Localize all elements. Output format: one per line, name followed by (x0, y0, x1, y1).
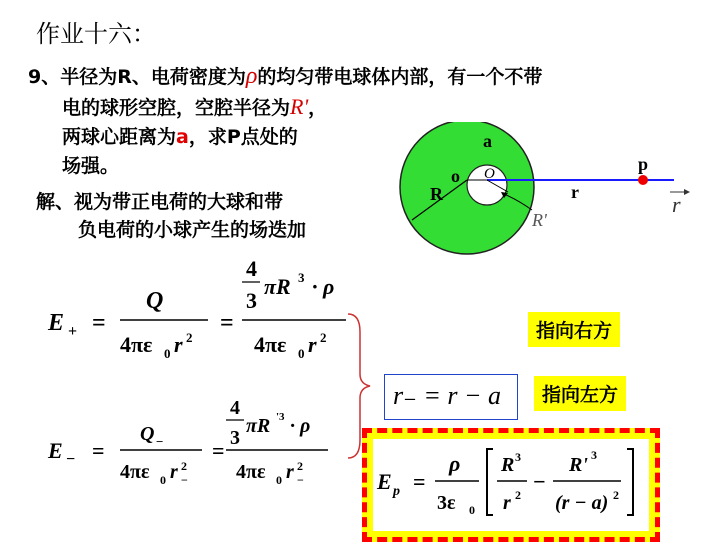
e-minus-den-sq: 2 (181, 459, 187, 473)
e-minus-three: 3 (230, 427, 240, 449)
label-o: o (451, 166, 460, 186)
e-minus-four: 4 (230, 397, 240, 419)
e-plus-num-q: Q (146, 288, 164, 314)
rho-symbol: ρ (245, 63, 258, 89)
final-equation (373, 439, 639, 521)
e-plus-eq1: = (92, 310, 106, 336)
ep-r2-exp: 2 (515, 488, 521, 502)
final-result-box (362, 428, 660, 542)
problem-text-3b: ，求P点处的 (188, 126, 298, 148)
e-minus-den-sub0: 0 (160, 473, 166, 487)
rminus-definition-box (384, 374, 518, 420)
e-plus-den: 4πε (120, 332, 153, 357)
solution-intro (36, 188, 306, 244)
label-a: a (483, 131, 492, 151)
e-minus-sub: − (66, 451, 76, 468)
field-equations (40, 250, 370, 500)
label-r: r (571, 182, 579, 202)
problem-text-3a: 两球心距离为 (62, 126, 177, 148)
ep-rho: ρ (449, 451, 461, 476)
problem-text-2a: 电的球形空腔，空腔半径为 (62, 97, 291, 119)
e-minus-den2-sub0: 0 (276, 473, 282, 487)
problem-text-4: 场强。 (62, 155, 120, 177)
ep-R3p-exp: 3 (591, 448, 597, 462)
e-plus-cube: 3 (298, 270, 305, 285)
ep-bracket-left (487, 449, 493, 515)
e-minus-den-2: 4πε (236, 461, 266, 483)
e-plus-den2-sq: 2 (320, 330, 327, 345)
e-plus-den2-r: r (308, 332, 317, 357)
e-plus-piR: πR (264, 274, 291, 299)
page-title: 作业十六： (36, 20, 156, 48)
e-minus-den2-minus: − (297, 473, 304, 487)
ep-ra: (r − a) (555, 492, 609, 514)
e-minus-dot-rho: · ρ (290, 415, 311, 437)
solution-line-2: 负电荷的小球产生的场迭加 (78, 219, 307, 241)
distance-a: a (176, 126, 189, 148)
e-plus-den-2: 4πε (254, 332, 287, 357)
ep-sub: p (393, 484, 400, 499)
ep-label: E (377, 469, 392, 494)
e-minus-den2-r: r (286, 461, 294, 483)
e-minus-prime-cube: '3 (276, 411, 285, 423)
e-minus-label: E (48, 438, 63, 463)
e-minus-den-r: r (170, 461, 178, 483)
ep-bracket-right (627, 449, 633, 515)
e-plus-four: 4 (246, 256, 257, 281)
final-result-inner (373, 439, 649, 531)
ep-R3p: R' (569, 454, 588, 476)
point-p (638, 175, 648, 185)
e-minus-eq1: = (92, 438, 105, 463)
label-O: O (484, 166, 495, 182)
label-R-prime: R' (532, 210, 547, 230)
e-minus-piR: πR (246, 415, 271, 437)
e-minus-eq2: = (212, 438, 225, 463)
problem-number: 9、 (28, 66, 61, 88)
e-minus-den-minus: − (181, 473, 188, 487)
label-r-vector: r (672, 192, 681, 217)
problem-text-2b: ， (308, 97, 328, 119)
e-plus-dot-rho: · ρ (312, 274, 335, 299)
rprime-symbol: R' (290, 94, 309, 119)
label-R: R (430, 184, 443, 204)
problem-statement (28, 62, 543, 181)
e-plus-three: 3 (246, 288, 257, 313)
solution-line-1: 解、视为带正电荷的大球和带 (36, 191, 284, 213)
ep-minus: − (533, 469, 546, 494)
e-plus-label: E (48, 310, 65, 336)
e-plus-den2-sub0: 0 (298, 346, 305, 361)
tag-direction-left: 指向左方 (534, 376, 626, 411)
label-p: p (638, 154, 649, 174)
sphere-diagram (380, 122, 710, 262)
e-minus-den2-sq: 2 (297, 459, 303, 473)
e-minus-num-sub: − (156, 434, 164, 449)
ep-eq: = (413, 469, 426, 494)
tag-direction-right: 指向右方 (528, 312, 620, 347)
ep-ra-exp: 2 (613, 488, 619, 502)
e-plus-den-r: r (174, 332, 183, 357)
vector-arrow-head (684, 189, 690, 195)
ep-r2: r (503, 492, 511, 514)
e-minus-num-q: Q (140, 423, 155, 445)
e-minus-den: 4πε (120, 461, 150, 483)
ep-R3-exp: 3 (515, 450, 521, 464)
e-plus-eq2: = (220, 310, 234, 336)
ep-R3: R (501, 454, 515, 476)
problem-text-1a: 半径为R、电荷密度为 (60, 66, 246, 88)
problem-text-1b: 的均匀带电球体内部，有一个不带 (257, 66, 543, 88)
e-plus-den-sub0: 0 (164, 346, 171, 361)
e-plus-den-sq: 2 (186, 330, 193, 345)
e-plus-sub: + (68, 323, 78, 340)
rminus-expression: r₋ = r − a (393, 381, 502, 410)
ep-den: 3ε (437, 492, 456, 514)
ep-den-sub0: 0 (469, 503, 475, 517)
